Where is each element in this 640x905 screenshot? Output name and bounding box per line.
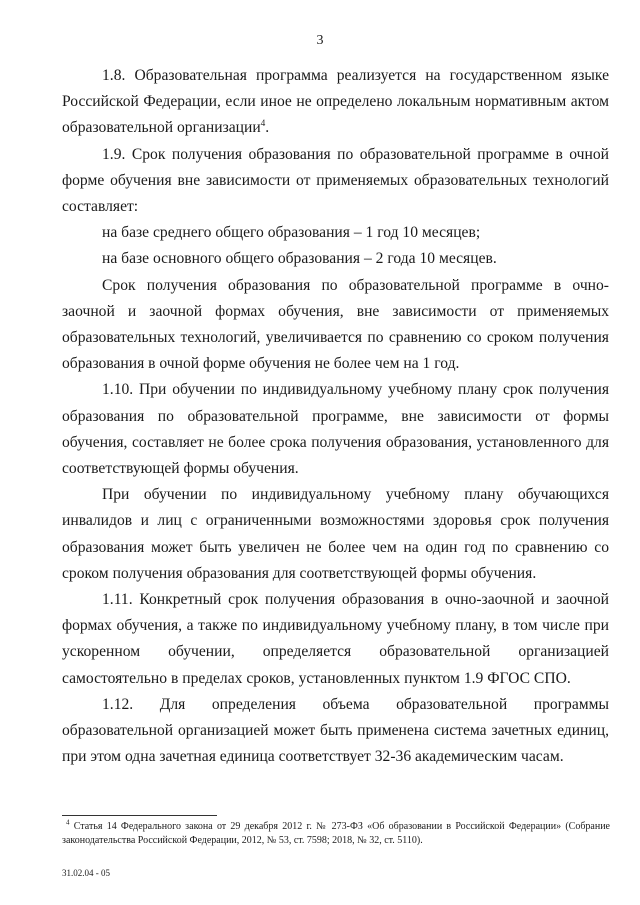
footnote-ref: 4 <box>260 118 266 129</box>
paragraph-basic-general: на базе основного общего образования – 2 года 10 месяцев. <box>102 250 497 268</box>
paragraph-1-12: 1.12. Для определения объема образовательной программы образовательной организацией может быть применена система зачетных единиц, при этом одна зачетная единица соответствует 32-36 академическим часам. <box>62 695 609 766</box>
footnote <box>62 820 610 848</box>
paragraph-disabled-students: При обучении по индивидуальному учебному плану обучающихся инвалидов и лиц с ограниченными возможностями здоровья срок получения образования может быть увеличен не более чем на один год по сравнению со сроком получения образования для соответствующей формы обучения. <box>62 486 609 582</box>
footnote-separator <box>62 815 217 816</box>
paragraph-1-9: 1.9. Срок получения образования по образовательной программе в очной форме обучения вне зависимости от применяемых образовательных технологий составляет: <box>62 145 609 216</box>
paragraph-1-10: 1.10. При обучении по индивидуальному учебному плану срок получения образования по образовательной программе, вне зависимости от формы обучения, составляет не более срока получения образования, установленного для соответствующей формы обучения. <box>62 381 609 478</box>
paragraph-secondary-general: на базе среднего общего образования – 1 год 10 месяцев; <box>102 224 481 242</box>
footnote-text: Статья 14 Федерального закона от 29 декабря 2012 г. № 273-ФЗ «Об образовании в Российской Федерации» (Собрание законодательства Российской Федерации, 2012, № 53, ст. 7598; 2018, № 32, ст. 5110). <box>62 821 610 846</box>
page-number: 3 <box>316 33 324 48</box>
footnote-marker: 4 <box>66 818 70 827</box>
body-text <box>62 63 609 770</box>
document-code: 31.02.04 - 05 <box>62 868 110 878</box>
paragraph-1-8: 1.8. Образовательная программа реализуется на государственном языке Российской Федерации, если иное не определено локальным нормативным актом образовательной организации$^4$. <box>62 67 609 137</box>
paragraph-1-11: 1.11. Конкретный срок получения образования в очно-заочной и заочной формах обучения, а также по индивидуальному учебному плану, в том числе при ускоренном обучении, определяется образовательной организацией самостоятельно в пределах сроков, установленных пунктом 1.9 ФГОС СПО. <box>62 591 609 687</box>
paragraph-part-time-term: Срок получения образования по образовательной программе в очно-заочной и заочной формах обучения, вне зависимости от применяемых образовательных технологий, увеличивается по сравнению со сроком получения образования в очной форме обучения не более чем на 1 год. <box>62 276 609 373</box>
